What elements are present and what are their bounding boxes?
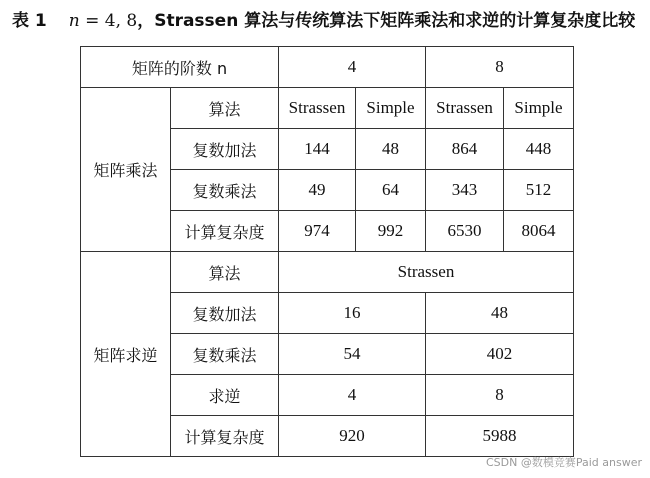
value-cell: 8: [426, 375, 574, 416]
table-caption: [12, 6, 635, 31]
order-8-cell: 8: [426, 47, 574, 88]
inv-section-label: 矩阵求逆: [81, 252, 171, 457]
row-label: 计算复杂度: [171, 416, 279, 457]
value-cell: 448: [504, 129, 574, 170]
row-label: 复数加法: [171, 293, 279, 334]
value-cell: 54: [279, 334, 426, 375]
value-cell: 864: [426, 129, 504, 170]
inv-algo-row: [81, 252, 574, 293]
header-row: [81, 47, 574, 88]
value-cell: 920: [279, 416, 426, 457]
value-cell: 512: [504, 170, 574, 211]
value-cell: 402: [426, 334, 574, 375]
mult-section-label: 矩阵乘法: [81, 88, 171, 252]
mult-algo-label: 算法: [171, 88, 279, 129]
complexity-table: [80, 46, 574, 457]
value-cell: 64: [356, 170, 426, 211]
value-cell: 48: [426, 293, 574, 334]
order-label-cell: 矩阵的阶数 n: [81, 47, 279, 88]
value-cell: 16: [279, 293, 426, 334]
value-cell: 343: [426, 170, 504, 211]
value-cell: 144: [279, 129, 356, 170]
value-cell: 8064: [504, 211, 574, 252]
mult-algo-cell: Strassen: [426, 88, 504, 129]
caption-math-values: = 4, 8: [79, 11, 138, 31]
row-label: 计算复杂度: [171, 211, 279, 252]
mult-algo-row: [81, 88, 574, 129]
inv-algo-cell: Strassen: [279, 252, 574, 293]
value-cell: 992: [356, 211, 426, 252]
mult-algo-cell: Strassen: [279, 88, 356, 129]
watermark: CSDN @数模竞赛Paid answer: [485, 456, 642, 469]
row-label: 复数乘法: [171, 170, 279, 211]
row-label: 复数加法: [171, 129, 279, 170]
caption-label: 表 1: [12, 11, 47, 31]
inv-algo-label: 算法: [171, 252, 279, 293]
value-cell: 4: [279, 375, 426, 416]
row-label: 求逆: [171, 375, 279, 416]
value-cell: 49: [279, 170, 356, 211]
value-cell: 5988: [426, 416, 574, 457]
value-cell: 48: [356, 129, 426, 170]
mult-algo-cell: Simple: [356, 88, 426, 129]
mult-algo-cell: Simple: [504, 88, 574, 129]
value-cell: 6530: [426, 211, 504, 252]
caption-math-var: n: [68, 11, 80, 31]
order-4-cell: 4: [279, 47, 426, 88]
row-label: 复数乘法: [171, 334, 279, 375]
value-cell: 974: [279, 211, 356, 252]
caption-text: ，Strassen 算法与传统算法下矩阵乘法和求逆的计算复杂度比较: [137, 11, 636, 31]
